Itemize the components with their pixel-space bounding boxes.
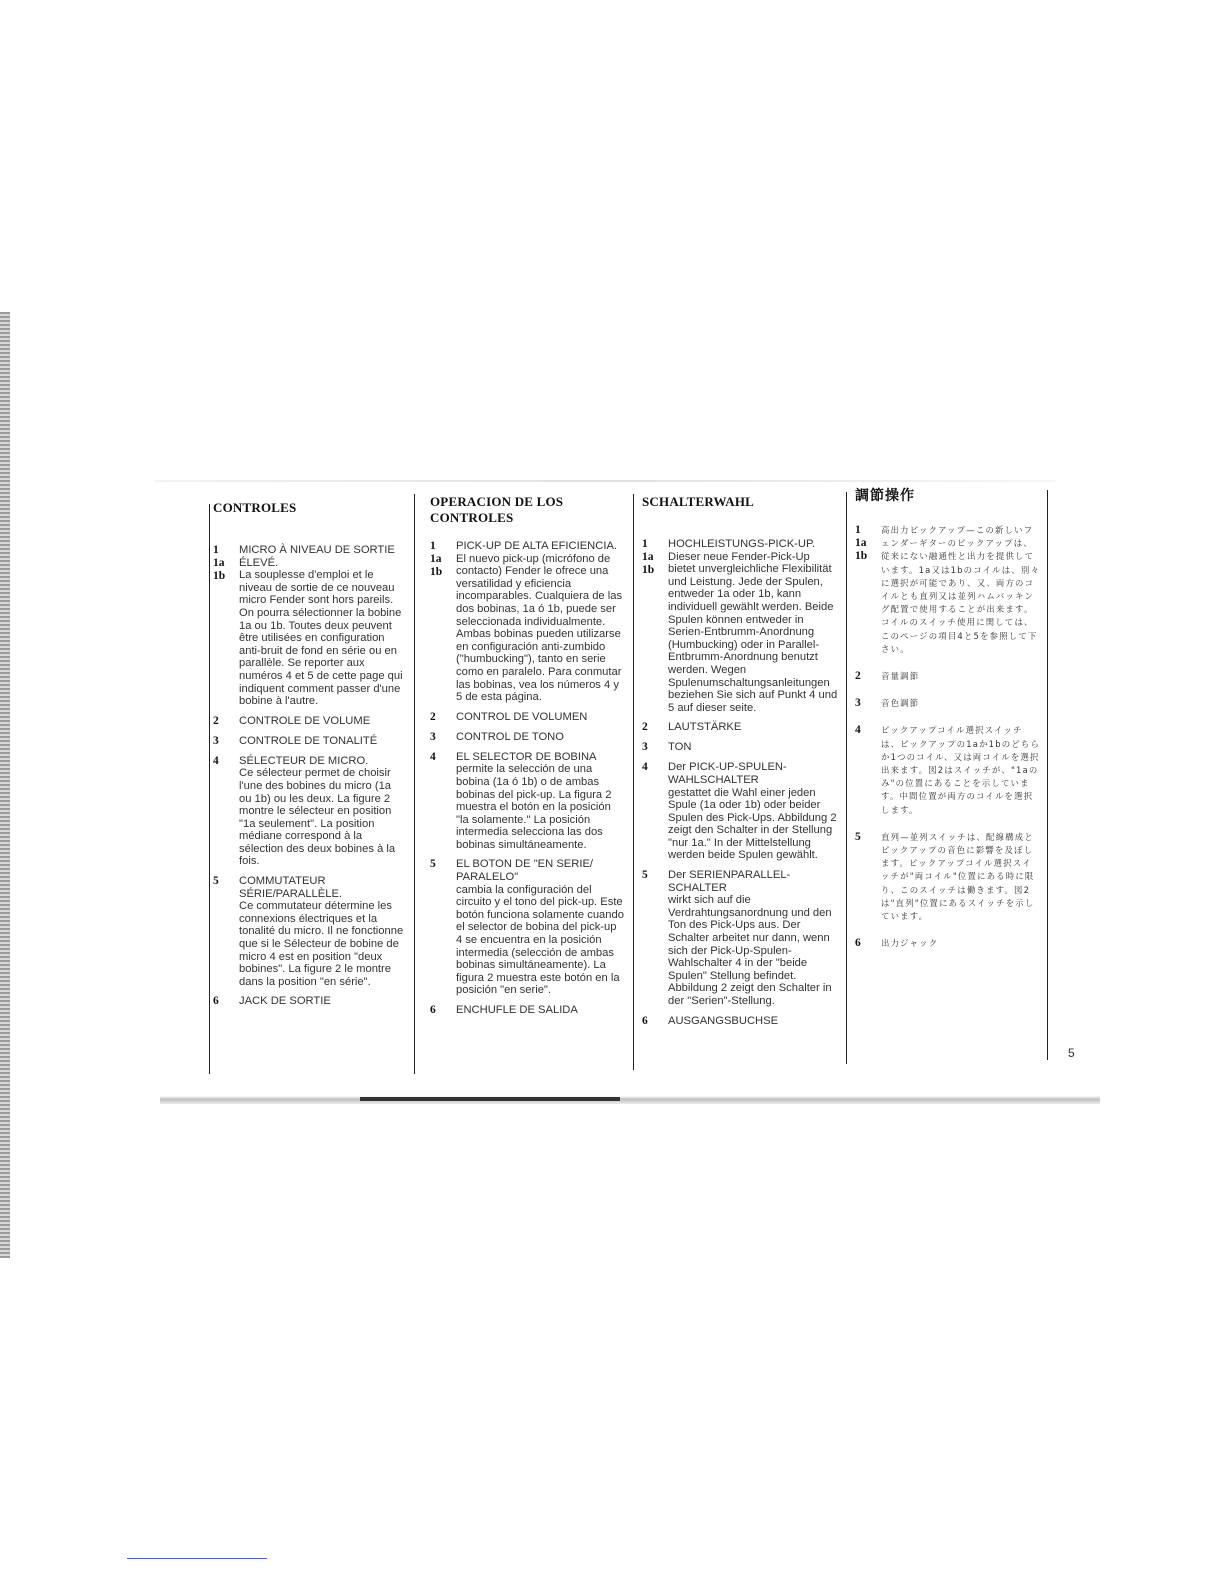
- item-number-label: 6: [642, 1014, 648, 1027]
- item-number: [642, 1015, 668, 1028]
- item-heading: EL BOTON DE "EN SERIE/ PARALELO": [456, 858, 594, 884]
- item-number-label: 1: [430, 540, 436, 552]
- column-title: CONTROLES: [213, 500, 297, 515]
- item-number-label: 2: [430, 710, 436, 723]
- item-list: [430, 540, 624, 1017]
- column-title: 調節操作: [855, 488, 915, 504]
- item-heading: TON: [668, 741, 692, 754]
- list-item: [430, 751, 624, 852]
- item-body: gestattet die Wahl einer jeden Spule (1a oder 1b) oder beider Spulen des Pick-Ups. Abbildung 2 zeigt den Schalter in der Stellung "nur 1a." In der Mittelstellung werden beide Spulen gewählt.: [668, 786, 837, 862]
- list-item: [213, 735, 405, 748]
- item-heading: JACK DE SORTIE: [239, 995, 331, 1008]
- item-number-label: 4: [430, 750, 436, 763]
- list-item: [213, 715, 405, 728]
- item-number: [642, 869, 668, 1008]
- item-number-label: 1b: [855, 550, 868, 562]
- item-text: [668, 1015, 778, 1028]
- item-number: [855, 697, 881, 710]
- column-divider: [414, 494, 415, 1074]
- item-body: 音量調節: [881, 671, 920, 682]
- item-number-label: 5: [430, 858, 436, 871]
- item-number-label: 3: [430, 730, 436, 743]
- item-text: [881, 670, 919, 683]
- item-text: [239, 995, 331, 1008]
- list-item: [642, 761, 838, 862]
- item-heading: CONTROL DE VOLUMEN: [456, 710, 588, 723]
- item-number-label: 3: [213, 734, 219, 747]
- item-number-label: 3: [642, 741, 648, 754]
- german-column: [642, 494, 838, 1035]
- item-number: [430, 1004, 456, 1017]
- item-text: [456, 731, 564, 744]
- item-text: [881, 831, 1041, 923]
- list-item: [642, 721, 838, 734]
- list-item: [855, 697, 1041, 710]
- item-number: [855, 524, 881, 656]
- item-text: [668, 741, 691, 754]
- item-number: [430, 731, 456, 744]
- list-item: [213, 755, 405, 868]
- list-item: [642, 1015, 838, 1028]
- item-number-label: 6: [430, 1004, 436, 1016]
- item-text: [668, 761, 838, 862]
- column-title: SCHALTERWAHL: [642, 494, 754, 509]
- page-bottom-shadow: [160, 1096, 1100, 1104]
- list-item: [855, 670, 1041, 683]
- item-text: [239, 544, 405, 708]
- item-number-label: 1b: [642, 564, 655, 576]
- item-number-label: 6: [855, 937, 861, 950]
- japanese-column: [855, 488, 1041, 964]
- list-item: [855, 724, 1041, 816]
- item-number: [642, 761, 668, 862]
- column-divider: [846, 492, 847, 1064]
- item-number-label: 1a: [855, 537, 867, 549]
- item-text: [881, 937, 938, 950]
- item-text: [456, 858, 624, 997]
- list-item: [213, 995, 405, 1008]
- item-heading: CONTROL DE TONO: [456, 730, 564, 743]
- item-text: [881, 524, 1041, 656]
- list-item: [855, 524, 1041, 656]
- column-divider: [633, 494, 634, 1070]
- item-body: permite la selección de una bobina (1a ó 1b) o de ambas bobinas del pick-up. La figura 2 muestra el botón en la posición "la solamente." La posición intermedia selecciona las dos bobinas simultáneamente.: [456, 763, 612, 851]
- item-body: Ce sélecteur permet de choisir l'une des bobines du micro (1a ou 1b) ou les deux. La figure 2 montre le sélecteur en position "1a seulement". La position médiane correspond à la sélection des deux bobines à la fois.: [239, 767, 396, 868]
- list-item: [430, 711, 624, 724]
- page-fold-shadow: [155, 480, 1055, 482]
- item-number: [213, 715, 239, 728]
- item-number-label: 1a: [642, 551, 654, 563]
- item-body: ピックアップコイル選択スイッチは、ピックアップの1aか1bのどちらか1つのコイル、又は両コイルを選択出来ます。図2はスイッチが、"1aのみ"の位置にあることを示しています。中間位置が両方のコイルを選択します。: [881, 725, 1041, 815]
- item-body: 出力ジャック: [881, 938, 939, 949]
- item-heading: ENCHUFLE DE SALIDA: [456, 1004, 578, 1016]
- column-title: OPERACION DE LOS CONTROLES: [430, 494, 564, 525]
- list-item: [213, 875, 405, 988]
- item-heading: MICRO À NIVEAU DE SORTIE ÉLEVÉ.: [239, 544, 395, 569]
- item-number-label: 5: [855, 830, 861, 843]
- item-text: [668, 869, 838, 1008]
- item-heading: AUSGANGSBUCHSE: [668, 1014, 779, 1027]
- list-item: [430, 731, 624, 744]
- item-text: [881, 724, 1041, 816]
- item-number: [855, 724, 881, 816]
- list-item: [855, 937, 1041, 950]
- item-number: [855, 670, 881, 683]
- item-number-label: 2: [213, 714, 219, 727]
- list-item: [213, 544, 405, 708]
- item-text: [456, 751, 624, 852]
- item-body: wirkt sich auf die Verdrahtungsanordnung und den Ton des Pick-Ups aus. Der Schalter arbeitet nur dann, wenn sich der Pick-Up-Spulen-Wahlschalter 4 in der "beide Spulen" Stellung befindet. Abbildung 2 zeigt den Schalter in der "Serien"-Stellung.: [668, 894, 832, 1007]
- item-number: [430, 751, 456, 852]
- french-column: [213, 494, 405, 1015]
- list-item: [642, 741, 838, 754]
- item-number: [855, 831, 881, 923]
- item-list: [642, 538, 838, 1028]
- item-number-label: 2: [855, 670, 861, 683]
- item-body: Dieser neue Fender-Pick-Up bietet unvergleichliche Flexibilität und Leistung. Jede der Spulen, entweder 1a oder 1b, kann individuell gewählt werden. Beide Spulen können entweder in Serien-Entbrumm-Anordnung (Humbucking) oder in Parallel-Entbrumm-Anordnung benutzt werden. Wegen Spulenumschaltungsanleitungen beziehen Sie sich auf Punkt 4 und 5 auf dieser seite.: [668, 550, 838, 714]
- page-bottom-shadow-dark: [360, 1097, 620, 1101]
- item-list: [213, 544, 405, 1008]
- item-number: [213, 875, 239, 988]
- item-number-label: 1: [855, 524, 861, 536]
- stray-underline: [127, 1558, 267, 1559]
- item-number-label: 1a: [430, 553, 442, 565]
- item-heading: CONTROLE DE TONALITÉ: [239, 734, 378, 747]
- item-heading: HOCHLEISTUNGS-PICK-UP.: [668, 538, 816, 550]
- item-number-label: 4: [642, 761, 648, 774]
- item-number-label: 4: [855, 724, 861, 737]
- item-number-label: 1b: [430, 566, 443, 578]
- item-text: [456, 1004, 578, 1017]
- item-heading: Der PICK-UP-SPULEN-WAHLSCHALTER: [668, 761, 787, 786]
- item-heading: LAUTSTÄRKE: [668, 721, 742, 734]
- list-item: [855, 831, 1041, 923]
- item-heading: Der SERIENPARALLEL-SCHALTER: [668, 869, 791, 894]
- list-item: [430, 858, 624, 997]
- column-divider: [209, 504, 210, 1074]
- item-number: [213, 735, 239, 748]
- item-heading: CONTROLE DE VOLUME: [239, 714, 371, 727]
- item-number: [855, 937, 881, 950]
- item-number: [430, 858, 456, 997]
- item-number-label: 1a: [213, 557, 225, 569]
- item-number-label: 1: [213, 544, 219, 556]
- item-number-label: 4: [213, 754, 219, 767]
- item-text: [239, 735, 377, 748]
- item-body: El nuevo pick-up (micrófono de contacto) Fender le ofrece una versatilidad y eficiencia incomparables. Cualquiera de las dos bobinas, 1a ó 1b, puede ser seleccionada individualmente. Ambas bobinas pueden utilizarse en configuración anti-zumbido ("humbucking"), tanto en serie como en paralelo. Para conmutar las bobinas, vea los números 4 y 5 de esta página.: [456, 552, 623, 704]
- item-text: [239, 715, 370, 728]
- item-number: [642, 721, 668, 734]
- list-item: [642, 538, 838, 714]
- item-text: [239, 755, 405, 868]
- page-number: 5: [1068, 1046, 1075, 1060]
- item-text: [668, 721, 741, 734]
- item-number-label: 1b: [213, 570, 226, 582]
- item-number: [430, 711, 456, 724]
- item-heading: COMMUTATEUR SÉRIE/PARALLÈLE.: [239, 875, 343, 900]
- item-list: [855, 524, 1041, 950]
- item-body: 高出力ピックアップ—この新しいフェンダーギターのピックアップは、従来にない融通性と出力を提供しています。1a又は1bのコイルは、別々に選択が可能であり、又、両方のコイルとも直列又は並列ハムバッキング配置で使用することが出来ます。コイルのスイッチ使用に関しては、このページの項目4と5を参照して下さい。: [881, 525, 1041, 654]
- item-body: 直列—並列スイッチは、配線構成とピックアップの音色に影響を及ぼします。ピックアップコイル選択スイッチが"両コイル"位置にある時に限り、このスイッチは働きます。図2は"直列"位置にあるスイッチを示しています。: [881, 831, 1035, 922]
- item-number-label: 5: [642, 869, 648, 882]
- item-number: [430, 540, 456, 704]
- item-number: [213, 755, 239, 868]
- item-text: [881, 697, 919, 710]
- item-text: [239, 875, 405, 988]
- item-number-label: 5: [213, 875, 219, 888]
- item-heading: PICK-UP DE ALTA EFICIENCIA.: [456, 540, 618, 552]
- item-number: [213, 995, 239, 1008]
- item-number: [642, 538, 668, 714]
- item-heading: EL SELECTOR DE BOBINA: [456, 750, 597, 763]
- scan-edge-shading: [0, 312, 10, 1258]
- list-item: [430, 1004, 624, 1017]
- item-text: [456, 540, 624, 704]
- item-body: cambia la configuración del circuito y el tono del pick-up. Este botón funciona solamente cuando el selector de bobina del pick-up 4 se encuentra en la posición intermedia (selección de ambas bobinas simultáneamente). La figura 2 muestra este botón en la posición "en serie".: [456, 883, 624, 997]
- item-body: Ce commutateur détermine les connexions électriques et la tonalité du micro. Il ne fonctionne que si le Sélecteur de bobine de micro 4 est en position "deux bobines". La figure 2 le montre dans la position "en série".: [239, 900, 404, 988]
- item-number: [642, 741, 668, 754]
- item-number-label: 3: [855, 697, 861, 710]
- item-number-label: 6: [213, 995, 219, 1008]
- item-body: La souplesse d'emploi et le niveau de sortie de ce nouveau micro Fender sont hors pareils. On pourra sélectionner la bobine 1a ou 1b. Toutes deux peuvent être utilisées en configuration anti-bruit de fond en série ou en parallèle. Se reporter aux numéros 4 et 5 de cette page qui indiquent comment passer d'une bobine à l'autre.: [239, 569, 403, 708]
- item-text: [456, 711, 587, 724]
- item-heading: SÉLECTEUR DE MICRO.: [239, 754, 369, 767]
- item-number: [213, 544, 239, 708]
- item-body: 音色調節: [881, 698, 920, 709]
- list-item: [642, 869, 838, 1008]
- item-number-label: 2: [642, 721, 648, 734]
- item-text: [668, 538, 838, 714]
- column-divider: [1047, 490, 1048, 1060]
- item-number-label: 1: [642, 538, 648, 550]
- list-item: [430, 540, 624, 704]
- spanish-column: [430, 494, 624, 1024]
